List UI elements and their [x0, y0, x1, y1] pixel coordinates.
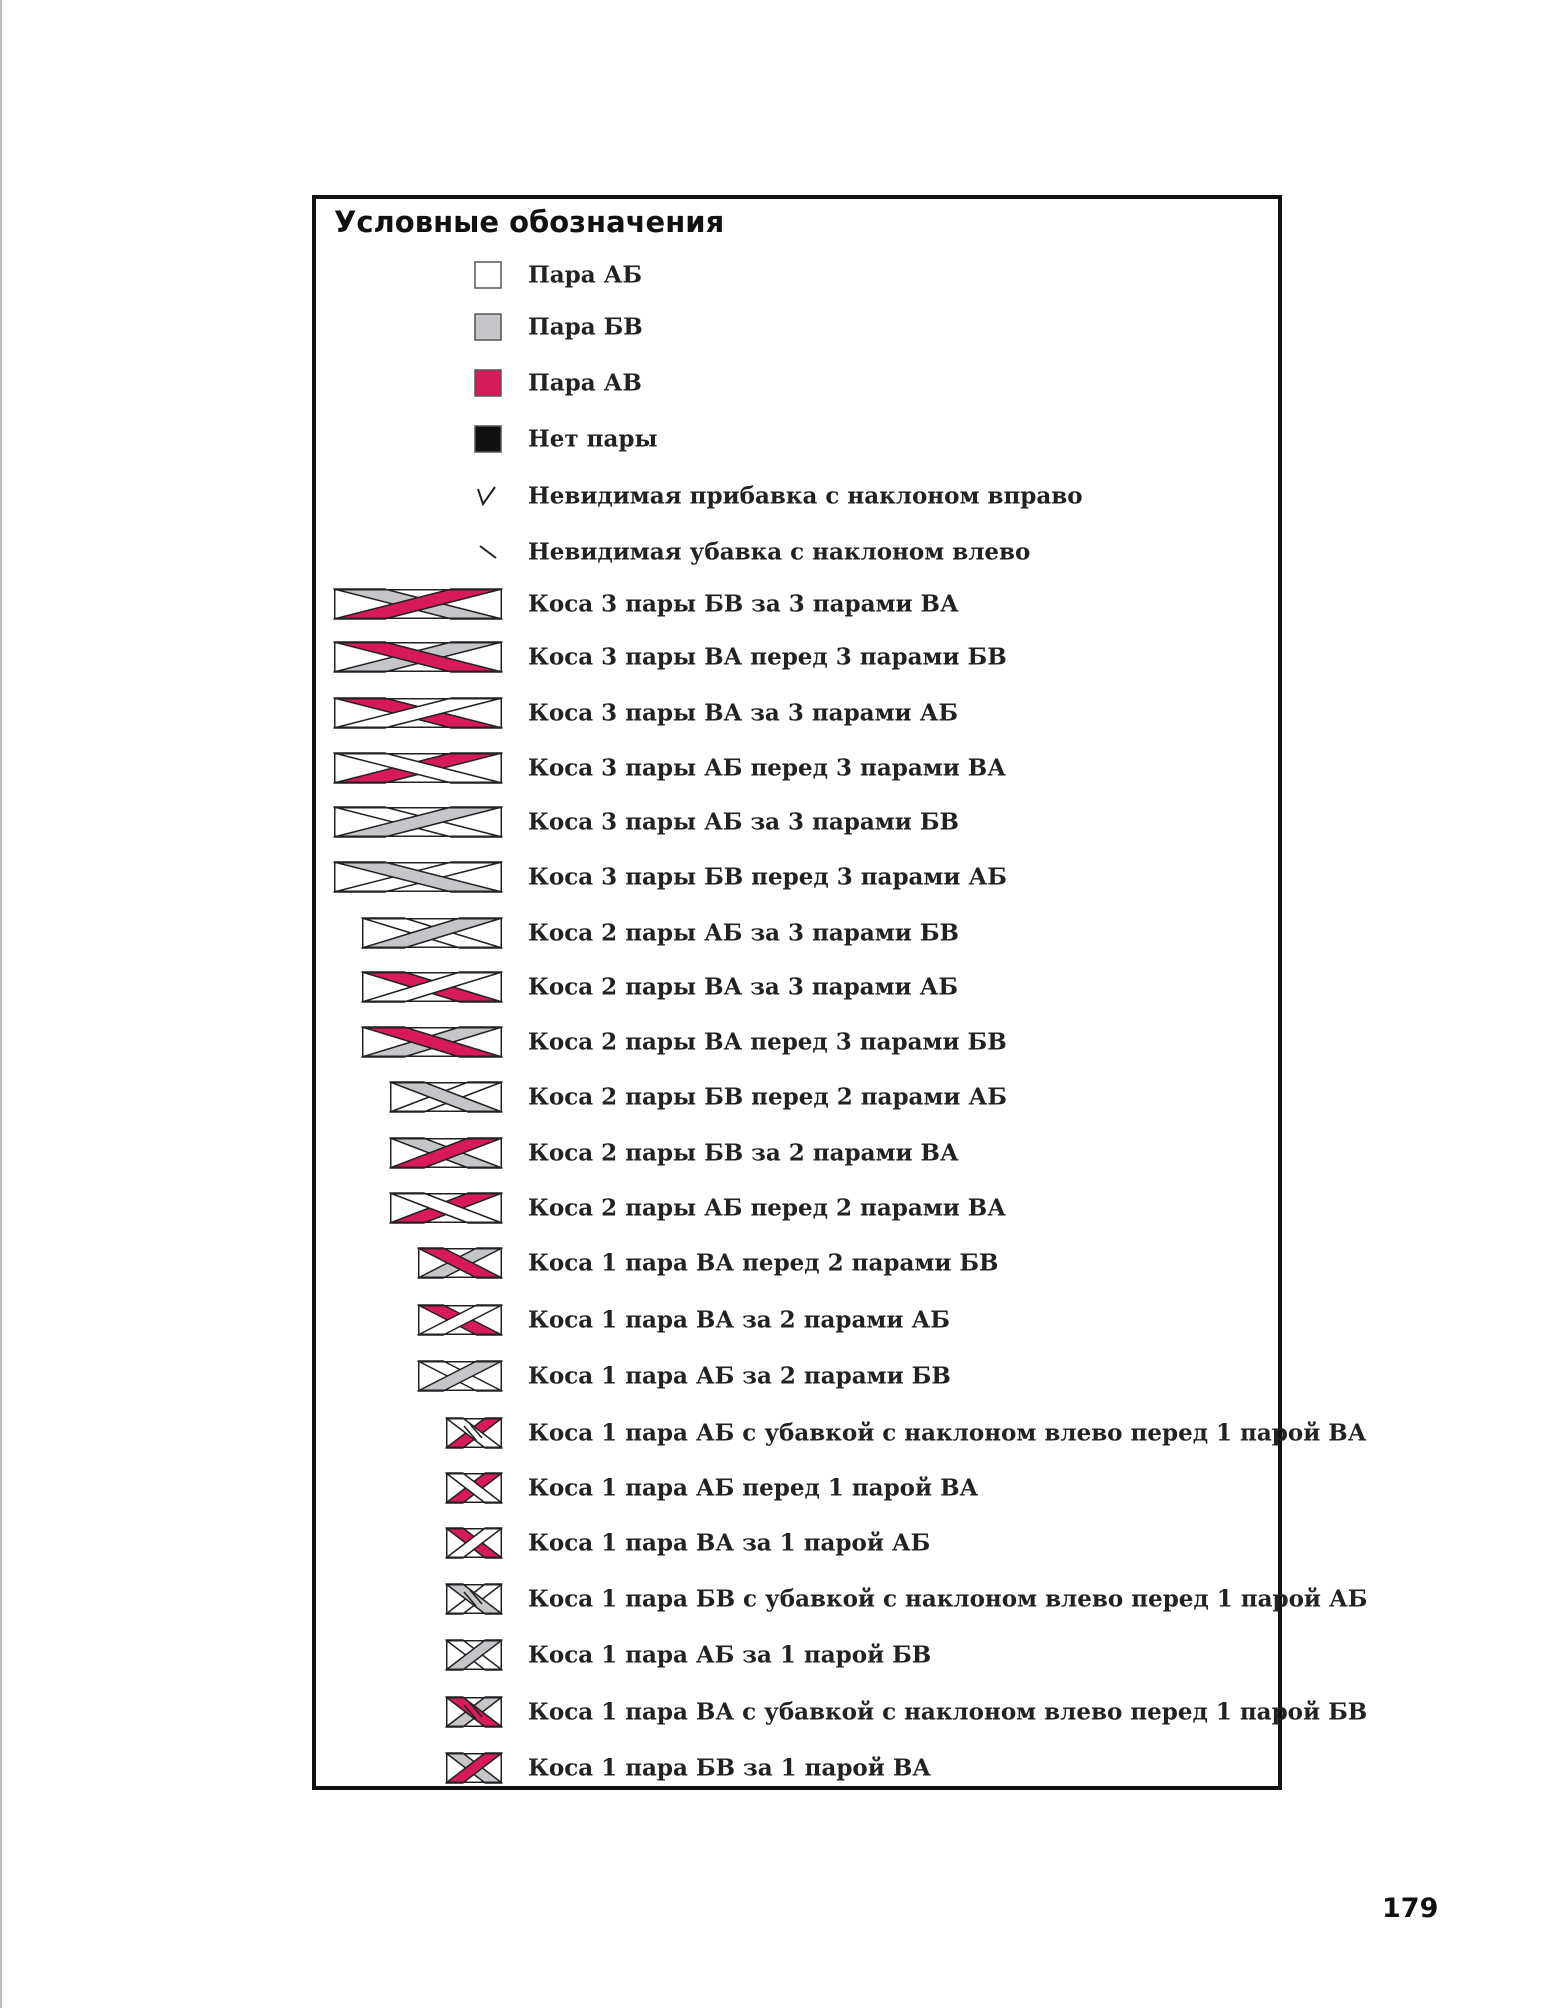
cable-3-icon	[418, 1248, 502, 1278]
cable-5-icon	[362, 1027, 502, 1057]
cable-2-icon	[446, 1418, 502, 1448]
legend-row	[0, 1571, 1550, 1627]
cable-6-icon	[334, 807, 502, 837]
legend-label: Коса 3 пары АБ перед 3 парами ВА	[528, 754, 1006, 782]
cable-2-icon	[446, 1584, 502, 1614]
page-number: 179	[1382, 1893, 1439, 1924]
cable-6-icon	[334, 862, 502, 892]
legend-row	[0, 1348, 1550, 1404]
swatch-mark	[475, 426, 501, 452]
cable-5-icon	[362, 918, 502, 948]
legend-row	[0, 1014, 1550, 1070]
legend-row	[0, 1180, 1550, 1236]
legend-label: Коса 3 пары ВА за 3 парами АБ	[528, 699, 959, 727]
legend-label: Пара АВ	[528, 369, 642, 397]
legend-row	[0, 794, 1550, 850]
decrease-stroke	[480, 546, 496, 558]
cable-4-icon	[390, 1193, 502, 1223]
legend-row	[0, 1627, 1550, 1683]
legend-label: Коса 1 пара АБ перед 1 парой ВА	[528, 1474, 979, 1502]
legend-row	[0, 247, 1550, 303]
cable-2-icon	[446, 1640, 502, 1670]
cable-3-icon	[418, 1361, 502, 1391]
legend-label: Коса 3 пары БВ перед 3 парами АБ	[528, 863, 1007, 891]
legend-row	[0, 1460, 1550, 1516]
legend-label: Коса 1 пара ВА с убавкой с наклоном влево перед 1 парой БВ	[528, 1698, 1368, 1726]
cable-2-icon	[446, 1473, 502, 1503]
legend-row	[0, 629, 1550, 685]
legend-row	[0, 1069, 1550, 1125]
legend-label: Коса 3 пары ВА перед 3 парами БВ	[528, 643, 1007, 671]
legend-row	[0, 959, 1550, 1015]
legend-label: Коса 1 пара БВ с убавкой с наклоном влево перед 1 парой АБ	[528, 1585, 1368, 1613]
square-none-icon	[474, 425, 502, 453]
square-AV-icon	[474, 369, 502, 397]
legend-label: Коса 1 пара АБ за 2 парами БВ	[528, 1362, 951, 1390]
legend-row	[0, 685, 1550, 741]
legend-row	[0, 849, 1550, 905]
legend-row	[0, 411, 1550, 467]
legend-label: Коса 1 пара ВА перед 2 парами БВ	[528, 1249, 999, 1277]
legend-row	[0, 905, 1550, 961]
legend-row	[0, 1125, 1550, 1181]
swatch-mark	[475, 314, 501, 340]
legend-label: Невидимая прибавка с наклоном вправо	[528, 482, 1083, 510]
legend-label: Нет пары	[528, 425, 658, 453]
legend-title: Условные обозначения	[334, 205, 725, 239]
cable-6-icon	[334, 753, 502, 783]
legend-label: Коса 2 пары АБ перед 2 парами ВА	[528, 1194, 1006, 1222]
legend-label: Коса 1 пара АБ с убавкой с наклоном влево перед 1 парой ВА	[528, 1419, 1367, 1447]
legend-row	[0, 299, 1550, 355]
legend-label: Коса 2 пары ВА перед 3 парами БВ	[528, 1028, 1007, 1056]
legend-row	[0, 740, 1550, 796]
cable-6-icon	[334, 589, 502, 619]
square-BV-icon	[474, 313, 502, 341]
legend-label: Коса 2 пары БВ перед 2 парами АБ	[528, 1083, 1007, 1111]
legend-label: Коса 1 пара БВ за 1 парой ВА	[528, 1754, 932, 1782]
legend-row	[0, 1515, 1550, 1571]
cable-4-icon	[390, 1138, 502, 1168]
increase-stroke	[478, 487, 495, 504]
legend-row	[0, 1405, 1550, 1461]
cable-2-icon	[446, 1528, 502, 1558]
legend-label: Коса 1 пара ВА за 2 парами АБ	[528, 1306, 950, 1334]
legend-row	[0, 1684, 1550, 1740]
square-AB-icon	[474, 261, 502, 289]
swatch-mark	[475, 262, 501, 288]
cable-2-icon	[446, 1753, 502, 1783]
legend-row	[0, 1292, 1550, 1348]
legend-label: Коса 2 пары БВ за 2 парами ВА	[528, 1139, 959, 1167]
legend-label: Коса 3 пары БВ за 3 парами ВА	[528, 590, 959, 618]
cable-3-icon	[418, 1305, 502, 1335]
legend-row	[0, 1235, 1550, 1291]
legend-label: Коса 2 пары ВА за 3 парами АБ	[528, 973, 959, 1001]
increase-right-icon	[474, 483, 500, 509]
legend-row	[0, 355, 1550, 411]
swatch-mark	[475, 370, 501, 396]
legend-row	[0, 576, 1550, 632]
decrease-left-icon	[474, 539, 500, 565]
legend-row	[0, 1740, 1550, 1796]
legend-label: Коса 1 пара ВА за 1 парой АБ	[528, 1529, 931, 1557]
legend-label: Пара АБ	[528, 261, 643, 289]
legend-row	[0, 524, 1550, 580]
legend-label: Коса 1 пара АБ за 1 парой БВ	[528, 1641, 932, 1669]
legend-label: Невидимая убавка с наклоном влево	[528, 538, 1031, 566]
legend-label: Коса 2 пары АБ за 3 парами БВ	[528, 919, 959, 947]
legend-label: Коса 3 пары АБ за 3 парами БВ	[528, 808, 959, 836]
cable-6-icon	[334, 698, 502, 728]
legend-row	[0, 468, 1550, 524]
cable-5-icon	[362, 972, 502, 1002]
legend-label: Пара БВ	[528, 313, 643, 341]
cable-6-icon	[334, 642, 502, 672]
cable-2-icon	[446, 1697, 502, 1727]
cable-4-icon	[390, 1082, 502, 1112]
